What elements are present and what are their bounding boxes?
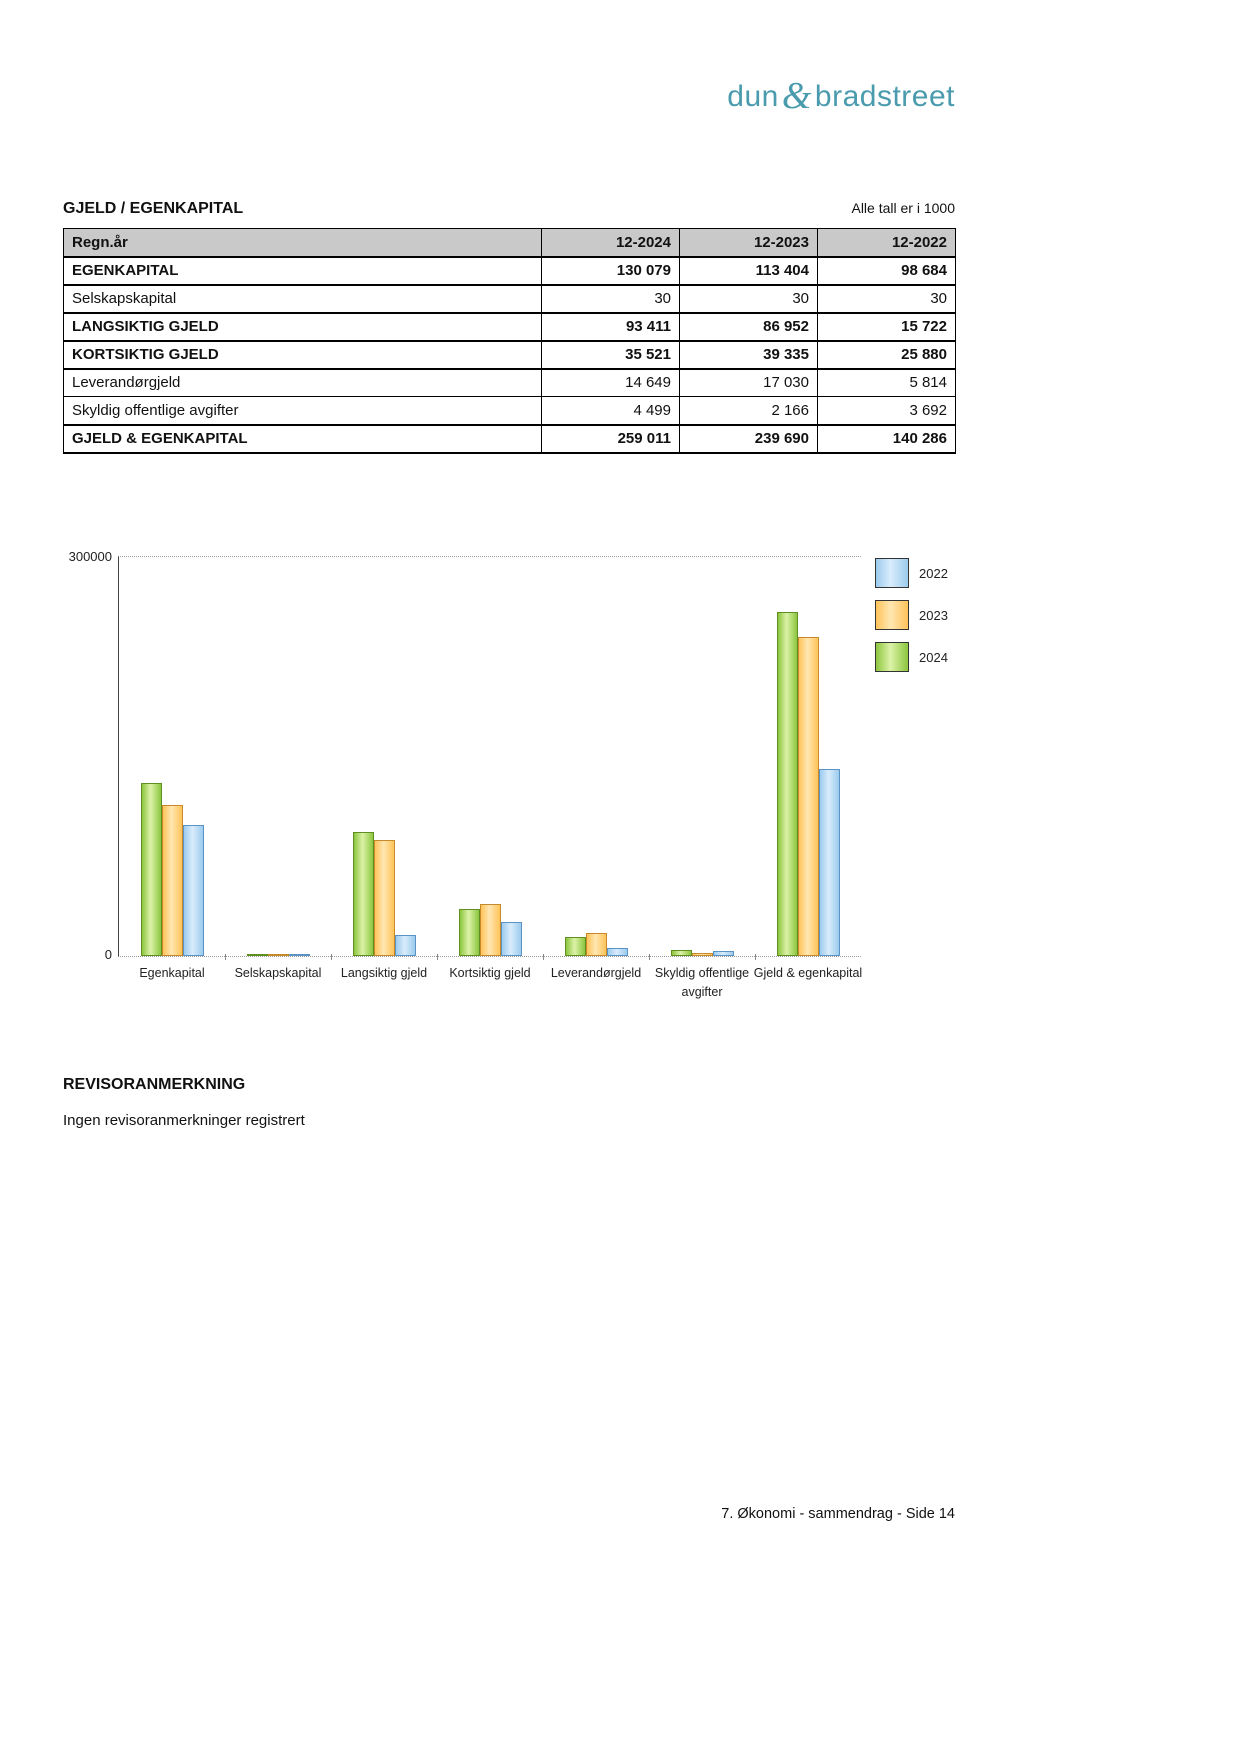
- bar-cluster: [671, 950, 734, 956]
- table-row: [64, 285, 956, 313]
- bar-group: [543, 557, 649, 980]
- bar-2024: [671, 950, 692, 956]
- legend-item: [875, 642, 948, 672]
- bar-2024: [247, 954, 268, 956]
- category-label: Gjeld & egenkapital: [753, 966, 863, 980]
- legend-swatch-2024: [875, 642, 909, 672]
- row-value: 15 722: [818, 313, 956, 341]
- row-value: 39 335: [680, 341, 818, 369]
- bar-2022: [183, 825, 204, 956]
- row-value: 98 684: [818, 257, 956, 285]
- section-title: GJELD / EGENKAPITAL: [63, 200, 244, 217]
- legend-label: 2024: [919, 649, 948, 665]
- row-value: 30: [680, 285, 818, 313]
- row-label: Leverandørgjeld: [64, 369, 542, 397]
- category-label: Skyldig offentlige avgifter: [654, 966, 750, 999]
- category-label: Leverandørgjeld: [550, 966, 642, 980]
- row-value: 4 499: [542, 397, 680, 425]
- legend-item: [875, 600, 948, 630]
- bar-2022: [501, 922, 522, 956]
- bar-cluster: [565, 933, 628, 956]
- bar-2022: [819, 769, 840, 956]
- bar-2023: [798, 637, 819, 956]
- bar-cluster: [353, 832, 416, 956]
- bar-group: [649, 557, 755, 999]
- legend-swatch-2022: [875, 558, 909, 588]
- bar-2024: [565, 937, 586, 956]
- revisor-section: [63, 1076, 305, 1129]
- page-footer: 7. Økonomi - sammendrag - Side 14: [721, 1506, 955, 1522]
- row-value: 30: [542, 285, 680, 313]
- row-value: 35 521: [542, 341, 680, 369]
- logo-ampersand-icon: &: [781, 75, 812, 117]
- category-label: Langsiktig gjeld: [340, 966, 428, 980]
- row-value: 30: [818, 285, 956, 313]
- bar-2024: [777, 612, 798, 956]
- row-value: 130 079: [542, 257, 680, 285]
- category-label: Selskapskapital: [234, 966, 322, 980]
- row-value: 17 030: [680, 369, 818, 397]
- y-axis-zero-label: 0: [104, 947, 112, 962]
- legend-item: [875, 558, 948, 588]
- table-row: [64, 425, 956, 453]
- dnb-logo: [727, 72, 955, 116]
- row-value: 140 286: [818, 425, 956, 453]
- plot-area: [118, 556, 863, 999]
- category-label: Kortsiktig gjeld: [449, 966, 531, 980]
- bar-group: [225, 557, 331, 980]
- bar-2022: [395, 935, 416, 956]
- bar-cluster: [459, 904, 522, 956]
- row-value: 14 649: [542, 369, 680, 397]
- category-label: Egenkapital: [139, 966, 205, 980]
- logo-bradstreet: bradstreet: [814, 80, 955, 113]
- legend-label: 2022: [919, 565, 948, 581]
- revisor-heading: REVISORANMERKNING: [63, 1076, 246, 1093]
- row-value: 5 814: [818, 369, 956, 397]
- row-label: Skyldig offentlige avgifter: [64, 397, 542, 425]
- bar-group: [331, 557, 437, 980]
- table-row: [64, 257, 956, 285]
- bar-2024: [459, 909, 480, 956]
- legend-label: 2023: [919, 607, 948, 623]
- table-header-regnaar: Regn.år: [64, 229, 542, 257]
- table-row: [64, 397, 956, 425]
- bar-2023: [586, 933, 607, 956]
- table-row: [64, 369, 956, 397]
- logo-dun: dun: [727, 80, 779, 113]
- table-header-year: 12-2024: [542, 229, 680, 257]
- bar-2023: [162, 805, 183, 956]
- bar-cluster: [247, 954, 310, 956]
- bar-2024: [141, 783, 162, 956]
- bar-2022: [289, 954, 310, 956]
- bar-2023: [692, 953, 713, 956]
- financial-table: [63, 228, 956, 454]
- row-label: EGENKAPITAL: [64, 257, 542, 285]
- bar-2022: [607, 948, 628, 956]
- row-value: 239 690: [680, 425, 818, 453]
- revisor-text: Ingen revisoranmerkninger registrert: [63, 1112, 305, 1129]
- row-label: LANGSIKTIG GJELD: [64, 313, 542, 341]
- bar-group: [437, 557, 543, 980]
- row-label: Selskapskapital: [64, 285, 542, 313]
- section-header: [63, 200, 955, 218]
- table-header-row: [64, 229, 956, 257]
- row-value: 2 166: [680, 397, 818, 425]
- row-value: 259 011: [542, 425, 680, 453]
- row-label: GJELD & EGENKAPITAL: [64, 425, 542, 453]
- table-row: [64, 313, 956, 341]
- bar-2023: [268, 954, 289, 956]
- row-value: 93 411: [542, 313, 680, 341]
- bar-cluster: [777, 612, 840, 956]
- row-value: 3 692: [818, 397, 956, 425]
- bar-2023: [374, 840, 395, 956]
- table-header-year: 12-2023: [680, 229, 818, 257]
- y-axis-max-label: 300000: [68, 549, 112, 564]
- units-note: Alle tall er i 1000: [851, 200, 955, 216]
- bar-2024: [353, 832, 374, 956]
- row-value: 25 880: [818, 341, 956, 369]
- bar-group: [119, 557, 225, 980]
- row-label: KORTSIKTIG GJELD: [64, 341, 542, 369]
- chart-legend: [875, 558, 948, 684]
- table-row: [64, 341, 956, 369]
- legend-swatch-2023: [875, 600, 909, 630]
- table-header-year: 12-2022: [818, 229, 956, 257]
- bar-2022: [713, 951, 734, 956]
- bar-cluster: [141, 783, 204, 956]
- bar-2023: [480, 904, 501, 956]
- row-value: 86 952: [680, 313, 818, 341]
- row-value: 113 404: [680, 257, 818, 285]
- bar-group: [753, 557, 863, 980]
